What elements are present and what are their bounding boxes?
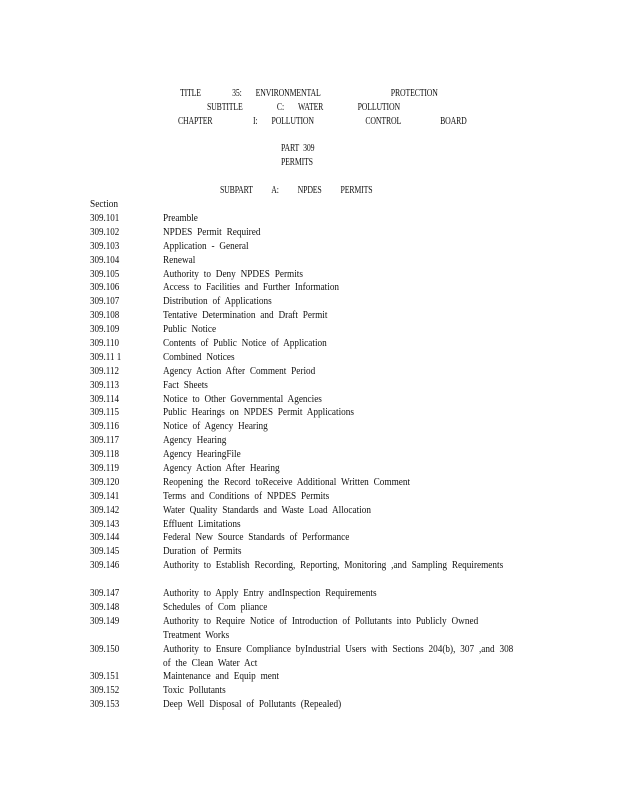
section-number: 309.118	[90, 448, 119, 461]
section-title: Renewal	[163, 253, 196, 266]
section-number: 309.106	[90, 281, 120, 294]
title-line	[180, 88, 438, 99]
title-name-2: PROTECTION	[390, 88, 438, 99]
subpart-heading: SUBPART A: NPDES PERMITS	[220, 185, 373, 196]
section-title: NPDES Permit Required	[163, 225, 261, 238]
subtitle-line	[207, 102, 400, 113]
toc-entry	[90, 212, 530, 226]
toc-entry	[90, 615, 530, 643]
title-name-1: ENVIRONMENTAL	[255, 88, 321, 99]
section-title: Water Quality Standards and Waste Load Allocation	[163, 503, 371, 516]
subtitle-label: SUBTITLE	[207, 102, 243, 113]
section-title: Agency Action After Comment Period	[163, 364, 316, 377]
section-number: 309.103	[90, 239, 120, 252]
toc-entry	[90, 379, 530, 393]
section-number: 309.153	[90, 698, 120, 711]
part-number: PART 309	[281, 143, 315, 154]
section-number: 309.109	[90, 323, 120, 336]
toc-entry	[90, 309, 530, 323]
section-number: 309.149	[90, 614, 120, 627]
section-title: Distribution of Applications	[163, 295, 272, 308]
section-title: Agency Hearing	[163, 434, 227, 447]
toc-entry	[90, 504, 530, 518]
toc-entry	[90, 240, 530, 254]
section-title: Toxic Pollutants	[163, 684, 226, 697]
chapter-label: CHAPTER	[178, 116, 213, 127]
toc-entry	[90, 545, 530, 559]
section-number: 309.115	[90, 406, 119, 419]
section-title: Preamble	[163, 212, 198, 224]
chapter-line	[178, 116, 467, 127]
section-title: Federal New Source Standards of Performance	[163, 531, 350, 544]
toc-entry	[90, 254, 530, 268]
section-title: Reopening the Record toReceive Additional Written Comment	[163, 475, 411, 488]
section-number: 309.114	[90, 392, 119, 405]
toc-entry	[90, 698, 530, 712]
section-number: 309.144	[90, 531, 120, 544]
toc-entry	[90, 518, 530, 532]
section-title: Authority to Require Notice of Introduction of Pollutants into Publicly Owned Treatment Works	[163, 614, 479, 641]
toc-entry	[90, 434, 530, 448]
section-title: Authority to Apply Entry andInspection Requirements	[163, 587, 377, 600]
section-number: 309.102	[90, 225, 120, 238]
section-number: 309.104	[90, 253, 120, 266]
section-number: 309.143	[90, 517, 120, 530]
section-title: Deep Well Disposal of Pollutants (Repealed)	[163, 698, 342, 711]
chapter-name-1: POLLUTION	[271, 116, 314, 127]
chapter-name-3: BOARD	[440, 116, 467, 127]
section-number: 309.116	[90, 420, 119, 433]
section-number: 309.101	[90, 212, 120, 224]
section-title: Application - General	[163, 239, 249, 252]
toc-entry	[90, 601, 530, 615]
section-title: Combined Notices	[163, 350, 235, 363]
toc-entry	[90, 351, 530, 365]
section-title: Fact Sheets	[163, 378, 208, 391]
section-number: 309.108	[90, 309, 120, 322]
toc-entry	[90, 323, 530, 337]
section-number: 309.150	[90, 642, 120, 655]
toc-entry	[90, 490, 530, 504]
section-number: 309.145	[90, 545, 120, 558]
toc-entry	[90, 268, 530, 282]
table-of-contents	[90, 212, 530, 712]
section-title: Terms and Conditions of NPDES Permits	[163, 489, 330, 502]
section-title: Authority to Ensure Compliance byIndustrial Users with Sections 204(b), 307 ,and 308 of the Clean Water Act	[163, 642, 514, 669]
toc-entry	[90, 281, 530, 295]
subtitle-name-1: WATER	[298, 102, 324, 113]
toc-entry	[90, 406, 530, 420]
section-title: Agency HearingFile	[163, 448, 241, 461]
section-number: 309.152	[90, 684, 120, 697]
section-title: Authority to Deny NPDES Permits	[163, 267, 303, 280]
chapter-number: I:	[253, 116, 258, 127]
toc-entry	[90, 365, 530, 379]
section-number: 309.151	[90, 670, 120, 683]
section-number: 309.110	[90, 337, 119, 350]
title-label: TITLE	[180, 88, 201, 99]
section-number: 309.117	[90, 434, 119, 447]
toc-entry	[90, 337, 530, 351]
section-title: Tentative Determination and Draft Permit	[163, 309, 328, 322]
toc-entry	[90, 295, 530, 309]
section-title: Public Hearings on NPDES Permit Applications	[163, 406, 354, 419]
toc-entry	[90, 476, 530, 490]
section-title: Public Notice	[163, 323, 217, 336]
toc-entry	[90, 420, 530, 434]
section-number: 309.105	[90, 267, 120, 280]
section-title: Schedules of Com pliance	[163, 600, 268, 613]
part-title: PERMITS	[281, 157, 313, 168]
section-number: 309.147	[90, 587, 120, 600]
section-title: Authority to Establish Recording, Reporting, Monitoring ,and Sampling Requirements	[163, 559, 504, 572]
section-number: 309.141	[90, 489, 120, 502]
title-number: 35:	[232, 88, 242, 99]
toc-entry	[90, 587, 530, 601]
section-number: 309.112	[90, 364, 119, 377]
section-number: 309.11 1	[90, 350, 122, 363]
section-number: 309.142	[90, 503, 120, 516]
section-title: Notice to Other Governmental Agencies	[163, 392, 322, 405]
toc-entry	[90, 643, 530, 671]
section-number: 309.120	[90, 475, 120, 488]
section-number: 309.148	[90, 600, 120, 613]
subtitle-letter: C:	[276, 102, 284, 113]
section-column-label: Section	[90, 198, 119, 210]
section-number: 309.107	[90, 295, 120, 308]
chapter-name-2: CONTROL	[365, 116, 402, 127]
section-title: Contents of Public Notice of Application	[163, 337, 327, 350]
section-number: 309.146	[90, 559, 120, 572]
section-title: Notice of Agency Hearing	[163, 420, 268, 433]
subtitle-name-2: POLLUTION	[357, 102, 400, 113]
toc-entry	[90, 462, 530, 476]
toc-entry	[90, 393, 530, 407]
section-title: Maintenance and Equip ment	[163, 670, 280, 683]
section-title: Effluent Limitations	[163, 517, 241, 530]
toc-entry	[90, 448, 530, 462]
section-title: Agency Action After Hearing	[163, 462, 280, 475]
toc-entry	[90, 531, 530, 545]
toc-entry	[90, 684, 530, 698]
section-number: 309.119	[90, 462, 119, 475]
toc-entry	[90, 559, 530, 587]
section-title: Duration of Permits	[163, 545, 242, 558]
toc-entry	[90, 670, 530, 684]
toc-entry	[90, 226, 530, 240]
section-title: Access to Facilities and Further Information	[163, 281, 340, 294]
section-number: 309.113	[90, 378, 119, 391]
